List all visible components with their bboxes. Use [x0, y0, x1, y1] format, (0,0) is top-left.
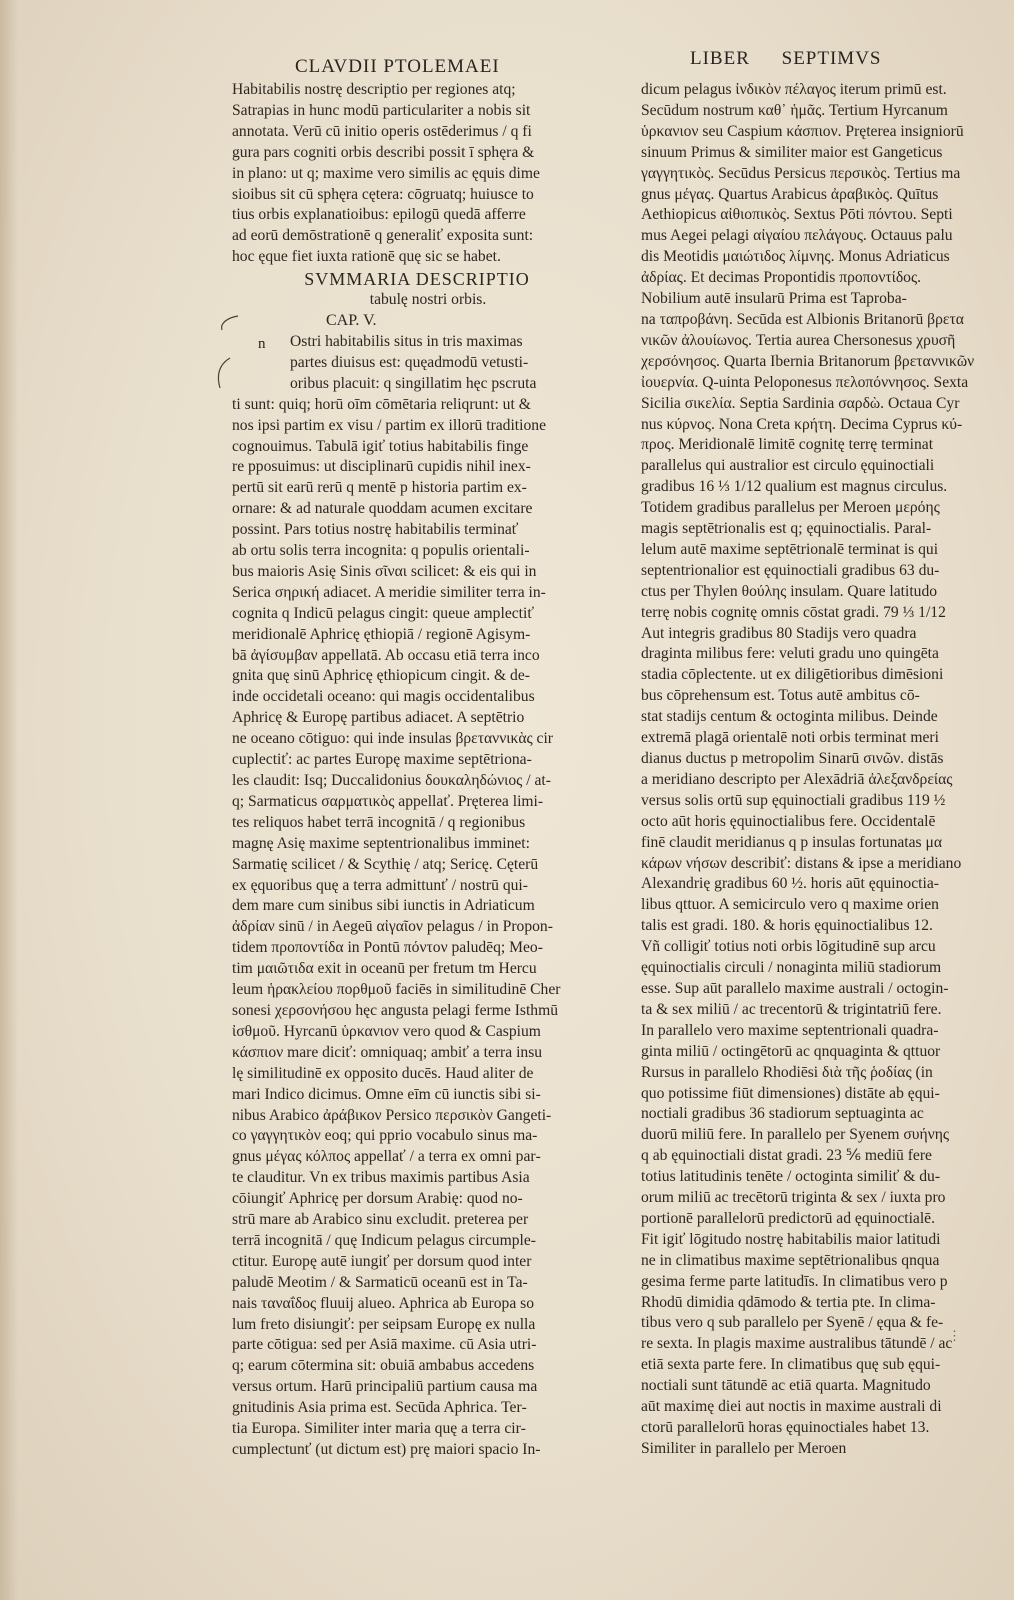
text-line: ta & sex miliū / ac trecentorū & trigintatriū fere. [641, 1000, 942, 1018]
text-line: Sicilia σικελία. Septia Sardinia σαρδὼ. Octaua Cyr [641, 394, 960, 412]
text-line: re sexta. In plagis maxime australibus tātundē / ac [641, 1335, 953, 1353]
text-line: duorū miliū fere. In parallelo per Syenem συήνης [641, 1126, 950, 1144]
text-line: dem mare cum sinibus sibi iunctis in Adriaticum [232, 897, 535, 915]
text-line: mari Indico dicimus. Omne eīm cū iunctis sibi si‑ [232, 1085, 541, 1103]
text-line: ęquinoctialis circuli / nonaginta miliū stadiorum [641, 959, 942, 977]
text-line: νικῶν ἀλουίωνος. Tertia aurea Chersonesus χρυσῆ [641, 331, 956, 349]
text-line: leum ἡρακλείου πορθμοῦ faciēs in similitudinē Cher [232, 981, 561, 999]
text-line: versus solis ortū sup ęquinoctiali gradibus 119 ½ [641, 791, 946, 809]
text-line: talis est gradi. 180. & horis ęquinoctialibus 12. [641, 917, 933, 935]
text-line: meridionalē Aphricę ęthiopiā / regionē Agisym‑ [232, 625, 531, 643]
text-line: κάσπιον mare diciť: omniquaq; ambiť a terra insu [232, 1043, 543, 1061]
text-line: tidem προποντίδα in Pontū πόντον paludēq; Meo‑ [232, 939, 543, 957]
text-line: septentrionalior est ęquinoctiali gradibus 63 du‑ [641, 561, 940, 579]
text-line: inde occidetali oceano: qui magis occidentalibus [232, 688, 535, 706]
text-line: dianus ductus p metropolim Sinarū σινῶν. distās [641, 750, 944, 767]
running-head-right: LIBER SEPTIMVS [690, 48, 882, 69]
text-line: co γαγγητικὸν eoq; qui pprio vocabulo sinus ma‑ [232, 1127, 538, 1145]
section-subheading: tabulę nostri orbis. [369, 291, 487, 309]
right-column-body [641, 80, 981, 1460]
text-line: Sarmatię scilicet / & Scythię / atq; Sericę. Cęterū [232, 855, 539, 873]
text-line: ex ęquoribus quę a terra admittunť / nostrū qui‑ [232, 876, 528, 894]
text-line: gesima ferme parte latitudīs. In climatibus vero p [641, 1272, 948, 1290]
text-line: magis septētrionalis est q; ęquinoctialis. Paral‑ [641, 520, 932, 538]
text-line: Totidem gradibus parallelus per Meroen μερόης [641, 499, 940, 517]
text-line: q ab ęquinoctiali distat gradi. 23 ⅚ mediū fere [641, 1147, 932, 1165]
text-line: les claudit: Isq; Duccalidonius δουκαληδώνιος / at‑ [232, 772, 551, 789]
text-line: extremā plagā orientalē noti orbis terminat meri [641, 729, 939, 747]
text-line: totius latitudinis tenēte / octoginta similiť & du‑ [641, 1168, 941, 1186]
text-line: octo aūt horis ęquinoctialibus fere. Occidentalē [641, 812, 936, 830]
page-gutter-shadow [0, 0, 18, 1600]
text-line: In parallelo vero maxime septentrionali quadra‑ [641, 1021, 939, 1039]
text-line: cumplectunť (ut dictum est) prę maiori spacio In‑ [232, 1441, 541, 1458]
text-line: possint. Pars totius nostrę habitabilis terminať [232, 521, 519, 539]
chapter-body [232, 332, 578, 1461]
text-line: aūt maximę diei aut noctis in maxime australi di [641, 1398, 942, 1416]
text-line: Aut integris gradibus 80 Stadijs vero quadra [641, 624, 917, 642]
text-line: stadia cōplectente. ut ex diligētioribus dimēsioni [641, 666, 944, 684]
text-line: ne in climatibus maxime septētrionalibus qnqua [641, 1251, 940, 1269]
text-line: Satrapias in hunc modū particulariter a nobis sit [232, 101, 531, 119]
text-line: nus κύρνος. Nona Creta κρήτη. Decima Cyprus κύ‑ [641, 415, 963, 433]
text-line: cōiungiť Aphricę per dorsum Arabię: quod no‑ [232, 1190, 523, 1208]
text-line: draginta milibus fere: veluti gradu uno quingēta [641, 645, 939, 663]
text-line: ἰσθμοῦ. Hyrcanū ὑρκανιον vero quod & Caspium [232, 1022, 541, 1040]
text-line: sinuum Primus & similiter maior est Gangeticus [641, 143, 943, 161]
text-line: γαγγητικὸς. Secūdus Persicus περσικὸς. Tertius ma [641, 164, 961, 182]
text-line: stat stadijs centum & octoginta milibus. Deinde [641, 708, 938, 726]
text-line: Fit igiť lōgitudo nostrę habitabilis maior latitudi [641, 1230, 941, 1248]
intro-paragraph [232, 80, 578, 268]
text-line: Rursus in parallelo Rhodiēsi διὰ τῆς ῥοδίας (in [641, 1063, 933, 1081]
text-line: portionē parallelorū predictorū ad ęquinoctialē. [641, 1209, 935, 1227]
text-line: mus Aegei pelagi αἰγαίου πελάγους. Octauus palu [641, 227, 953, 245]
text-line: oribus placuit: q singillatim hęc pscruta [290, 374, 537, 392]
text-line: strū mare ab Arabico sinu excludit. preterea per [232, 1211, 529, 1229]
text-line: προς. Meridionalē limitē cognitę terrę terminat [641, 436, 934, 454]
text-line: gura pars cogniti orbis describi possit ī sphęra & [232, 143, 535, 161]
text-line: χερσόνησος. Quarta Ibernia Britanorum βρεταννικῶν [641, 352, 975, 370]
text-line: orum miliū ac trecētorū triginta & sex / iuxta pro [641, 1189, 946, 1207]
text-line: tia Europa. Similiter inter maria quę a terra cir‑ [232, 1420, 526, 1438]
text-line: ἀδρίας. Et decimas Propontidis προποντίδος. [641, 269, 922, 287]
text-line: parte cōtigua: sed per Asiā maxime. cū Asia utri‑ [232, 1336, 537, 1354]
text-line: ἰουερνία. Q‑uinta Peloponesus πελοπόννησος. Sexta [641, 373, 969, 391]
text-line: ἀδρίαν sinū / in Aegeū αἰγαῖον pelagus / in Propon‑ [232, 918, 553, 936]
text-line: bus cōprehensum est. Totus autē ambitus cō‑ [641, 687, 920, 705]
text-line: Habitabilis nostrę descriptio per regiones atq; [232, 81, 516, 98]
margin-note: n [258, 336, 266, 352]
text-line: q; earum cōtermina sit: obuiā ambabus accedens [232, 1357, 535, 1375]
text-line: gnita quę sinū Aphricę ęthiopicum cingit. & de‑ [232, 667, 530, 685]
text-line: noctiali gradibus 36 stadiorum septuaginta ac [641, 1105, 924, 1123]
text-line: annotata. Verū cū initio operis ostēderimus / q fi [232, 122, 532, 140]
section-heading: SVMMARIA DESCRIPTIO [304, 269, 530, 290]
text-line: q; Sarmaticus σαρματικὸς appellať. Pręterea limi‑ [232, 792, 544, 810]
text-line: bus maioris Asię Sinis σῖναι scilicet: & eis qui in [232, 562, 537, 580]
text-line: dicum pelagus ἰνδικὸν πέλαγος iterum primū est. [641, 81, 947, 98]
text-line: ginta miliū / octingētorū ac qnquaginta & qttuor [641, 1042, 941, 1060]
text-line: tius orbis explanatioibus: epilogū quedā afferre [232, 206, 526, 224]
text-line: etiā sexta parte fere. In climatibus quę sub ęqui‑ [641, 1356, 941, 1374]
text-line: partes diuisus est: quęadmodū vetusti‑ [290, 353, 529, 371]
text-line: noctiali sunt tātundē ac etiā quarta. Magnitudo [641, 1377, 931, 1395]
text-line: pertū sit earū rerū q mentē p historia partim ex‑ [232, 479, 527, 497]
text-line: κάρων νήσων describiť: distans & ipse a meridiano [641, 854, 962, 872]
text-line: Nobilium autē insularū Prima est Taproba‑ [641, 290, 907, 308]
text-line: Alexandrię gradibus 60 ½. horis aūt ęquinoctia‑ [641, 875, 939, 893]
text-line: a meridiano descripto per Alexādriā ἀλεξανδρείας [641, 770, 953, 788]
right-column [641, 80, 981, 1460]
text-line: Secūdum nostrum καθ᾽ ἡμᾶς. Tertium Hyrcanum [641, 101, 948, 119]
text-line: na ταπροβάνη. Secūda est Albionis Britanorū βρετα [641, 310, 964, 328]
text-line: versus ortum. Harū principaliū partium causa ma [232, 1378, 538, 1396]
text-line: paludē Meotim / & Sarmaticū oceanū est in Ta‑ [232, 1273, 528, 1291]
text-line: magnę Asię maxime septentrionalibus imminet: [232, 834, 530, 852]
text-line: finē claudit meridianus q p insulas fortunatas μα [641, 833, 943, 851]
text-line: ornare: & ad naturale quoddam acumen excitare [232, 500, 533, 518]
text-line: ctus per Thylen θούλης insulam. Quare latitudo [641, 582, 938, 600]
page-corner-mark: ⋮ [948, 1328, 961, 1343]
text-line: Ostri habitabilis situs in tris maximas [290, 332, 523, 350]
text-line: Aethiopicus αἰθιοπικὸς. Sextus Pōti πόντου. Septi [641, 206, 953, 224]
text-line: ὑρκανιον seu Caspium κάσπιον. Pręterea insigniorū [641, 122, 964, 140]
text-line: ctitur. Europę autē iungiť per dorsum quod inter [232, 1252, 532, 1270]
text-line: gradibus 16 ⅓ 1/12 qualium est magnus circulus. [641, 478, 948, 496]
text-line: esse. Sup aūt parallelo maxime australi / octogin‑ [641, 979, 949, 997]
text-line: quo potissime fiūt dimensiones) distāte ab ęqui‑ [641, 1084, 940, 1102]
text-line: lelum autē maxime septētrionalē terminat is qui [641, 540, 939, 558]
text-line: Vñ colligiť totius noti orbis lōgitudinē sup arcu [641, 938, 936, 956]
text-line: ad eorū demōstrationē q generaliť exposita sunt: [232, 227, 534, 245]
running-head-left: CLAVDII PTOLEMAEI [295, 56, 500, 77]
text-line: lum freto disiungiť: per seipsam Europę ex nulla [232, 1315, 536, 1333]
text-line: cognouimus. Tabulā igiť totius habitabilis finge [232, 437, 529, 455]
text-line: cuplectiť: ac partes Europę maxime septētriona‑ [232, 751, 532, 769]
text-line: in plano: ut q; maxime vero similis ac ęquis dime [232, 164, 540, 182]
left-column [232, 80, 578, 1461]
text-line: cognita q Indicū pelagus cingit: queue amplectiť [232, 604, 534, 622]
text-line: lę similitudinē ex opposito ducēs. Haud aliter de [232, 1064, 534, 1082]
text-line: gnitudinis Asia prima est. Secūda Aphrica. Ter‑ [232, 1399, 527, 1417]
text-line: Rhodū dimidia qdāmodo & tertia pte. In clima‑ [641, 1293, 936, 1311]
text-line: Serica σηρική adiacet. A meridie similiter terra in‑ [232, 583, 546, 601]
text-line: ab ortu solis terra incognita: q populis orientali‑ [232, 542, 530, 560]
text-line: terrā incognitā / quę Indicum pelagus circumple‑ [232, 1231, 536, 1249]
text-line: Aphricę & Europę partibus adiacet. A septētrio [232, 709, 525, 727]
text-line: ne oceano cōtiguo: qui inde insulas βρεταννικὰς cir [232, 730, 554, 748]
text-line: gnus μέγας. Quartus Arabicus ἀραβικὸς. Quītus [641, 185, 939, 203]
text-line: Similiter in parallelo per Meroen [641, 1439, 847, 1457]
text-line: nais ταναΐδος fluuij alueo. Aphrica ab Europa so [232, 1294, 535, 1312]
text-line: tes reliquos habet terrā incognitā / q regionibus [232, 813, 526, 831]
text-line: sonesi χερσονήσου hęc angusta pelagi ferme Isthmū [232, 1001, 559, 1019]
text-line: te clauditur. Vn ex tribus maximis partibus Asia [232, 1169, 530, 1187]
chapter-label: CAP. V. [326, 312, 377, 330]
text-line: sioibus sit cū sphęra cętera: cōgruatq; huiusce to [232, 185, 534, 203]
text-line: gnus μέγας κόλπος appellať / a terra ex omni par‑ [232, 1148, 541, 1166]
text-line: re pposuimus: ut disciplinarū cupidis nihil inex‑ [232, 458, 531, 476]
text-line: nos ipsi partim ex visu / partim ex illorū traditione [232, 416, 546, 434]
text-line: dis Meotidis μαιώτιδος λίμνης. Monus Adriaticus [641, 248, 950, 266]
text-line: libus qttuor. A semicirculo vero q maxime orien [641, 896, 939, 914]
text-line: tibus vero q sub parallelo per Syenē / ęqua & fe‑ [641, 1314, 944, 1332]
text-line: bā ἀγίσυμβαν appellatā. Ab occasu etiā terra inco [232, 646, 540, 664]
text-line: ctorū parallelorū horas ęquinoctiales habet 13. [641, 1419, 930, 1436]
text-line: hoc ęque fiet iuxta rationē quę sic se habet. [232, 248, 501, 266]
text-line: terrę nobis cognitę omnis cōstat gradi. 79 ⅓ 1/12 [641, 603, 946, 621]
text-line: ti sunt: quiq; horū oīm cōmētaria reliqrunt: ut & [232, 395, 531, 413]
text-line: nibus Arabico ἀράβικον Persico περσικὸν Gangeti‑ [232, 1106, 552, 1124]
text-line: tim μαιῶτιδα exit in oceanū per fretum tm Hercu [232, 960, 537, 978]
text-line: parallelus qui australior est circulo ęquinoctiali [641, 457, 935, 475]
